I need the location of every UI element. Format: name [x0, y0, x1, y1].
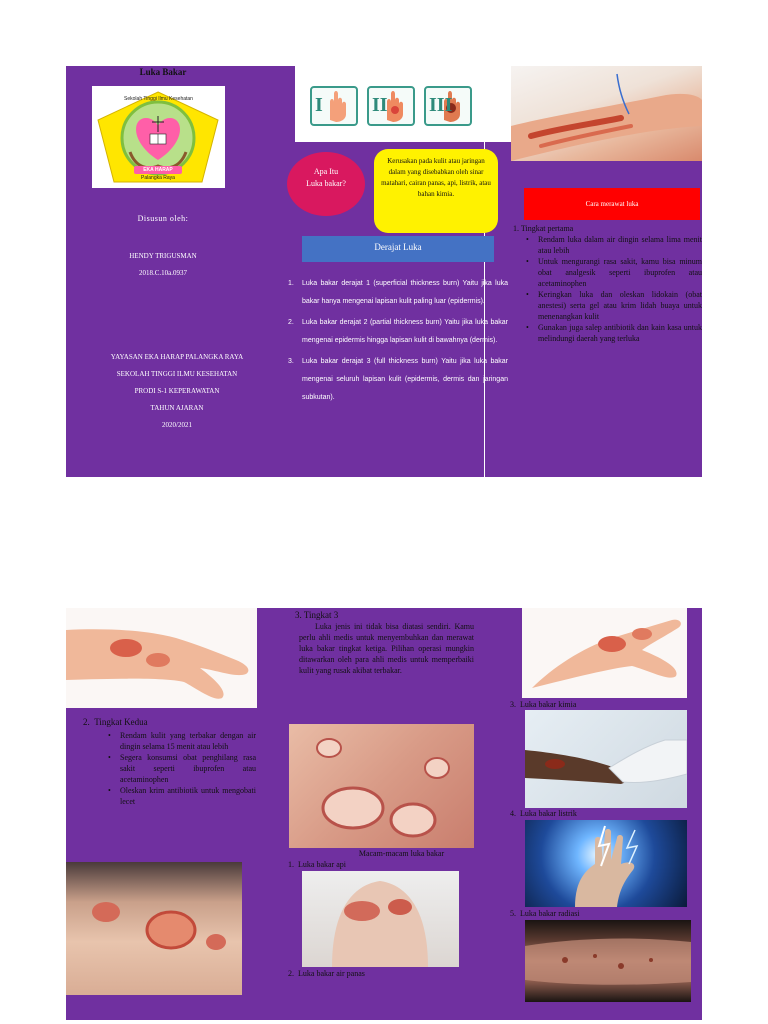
- logo-ribbon-text: EKA HARAP: [143, 167, 173, 173]
- electric-burn-photo: [525, 820, 687, 907]
- palm-burn-photo: [289, 724, 474, 848]
- stage2-item: • Oleskan krim antibiotik untuk mengobati lecet: [106, 785, 256, 807]
- arm-burn-photo: [511, 66, 702, 161]
- degree-header-text: Derajat Luka: [374, 242, 422, 252]
- types-title: Macam-macam luka bakar: [358, 849, 445, 858]
- stage1-item: • Rendam luka dalam air dingin selama lima menit atau lebih: [524, 234, 702, 256]
- degree-item: 2. Luka bakar derajat 2 (partial thickness burn) Yaitu jika luka bakar mengenai epidermis hingga lapisan kulit di bawahnya (dermis).: [288, 319, 508, 344]
- logo-city-text: Palangka Raya: [141, 175, 175, 181]
- degree-list: [286, 275, 508, 407]
- degree-item: 1. Luka bakar derajat 1 (superficial thickness burn) Yaitu jika luka bakar hanya mengenai lapisan kulit paling luar (epidermis).: [288, 280, 508, 305]
- hand-burn-photo: [66, 608, 257, 708]
- institution-block: [66, 349, 288, 434]
- question-text: Apa Itu Luka bakar?: [306, 167, 346, 188]
- stage1-item: • Untuk mengurangi rasa sakit, kamu bisa minum obat analgesik seperti ibuprofen atau acetaminophen: [524, 256, 702, 289]
- inst-line: TAHUN AJARAN: [150, 404, 204, 412]
- type2-label: 2. Luka bakar air panas: [288, 969, 365, 978]
- inst-line: YAYASAN EKA HARAP PALANGKA RAYA: [110, 353, 244, 361]
- degree-2-label: II: [372, 94, 388, 116]
- author-name: HENDY TRIGUSMAN: [129, 252, 197, 260]
- degree-1-icon: [310, 86, 358, 126]
- answer-text: Kerusakan pada kulit atau jaringan dalam yang disebabkan oleh sinar matahari, cairan panas, api, listrik, atau bahan kimia.: [381, 157, 491, 198]
- school-logo: [92, 86, 225, 188]
- type4-label: 4. Luka bakar listrik: [510, 809, 577, 818]
- hand-burn-photo-2: [522, 608, 687, 698]
- degree-1-label: I: [315, 94, 323, 116]
- stage1-item: • Gunakan juga salep antibiotik dan kain kasa untuk melindungi daerah yang terluka: [524, 322, 702, 344]
- back-burn-photo: [302, 871, 459, 967]
- disusun-label: Disusun oleh:: [137, 214, 189, 223]
- radiation-burn-photo: [525, 920, 691, 1002]
- brochure-page-1: [66, 66, 702, 477]
- stage2-title: 2. Tingkat Kedua: [83, 717, 148, 727]
- stage2-list: [106, 730, 256, 807]
- blister-photo: [66, 862, 242, 995]
- type3-label: 3. Luka bakar kimia: [510, 700, 577, 709]
- degree-item: 3. Luka bakar derajat 3 (full thickness burn) Yaitu jika luka bakar mengenai seluruh lapisan kulit (epidermis, dermis dan jaringan subkutan).: [288, 358, 508, 401]
- degree-3-label: III: [429, 94, 453, 116]
- stage2-item: • Rendam kulit yang terbakar dengan air dingin selama 15 menit atau lebih: [106, 730, 256, 752]
- inst-line: SEKOLAH TINGGI ILMU KESEHATAN: [116, 370, 238, 378]
- stage1-item: • Keringkan luka dan oleskan lidokain (obat anestesi) serta gel atau krim lidah buaya untuk menenangkan kulit: [524, 289, 702, 322]
- degree-3-icon: [424, 86, 472, 126]
- type1-label: 1. Luka bakar api: [288, 860, 346, 869]
- stage2-item: • Segera konsumsi obat penghilang rasa sakit seperti ibuprofen atau acetaminophen: [106, 752, 256, 785]
- brochure-page-2: [66, 608, 702, 1020]
- stage1-title: 1. Tingkat pertama: [513, 224, 574, 233]
- degree-icons-image: [295, 66, 484, 142]
- chemical-burn-photo: [525, 710, 687, 808]
- type5-label: 5. Luka bakar radiasi: [510, 909, 580, 918]
- inst-line: 2020/2021: [162, 421, 192, 429]
- degree-2-icon: [367, 86, 415, 126]
- stage3-title: 3. Tingkat 3: [295, 610, 339, 620]
- author-nim: 2018.C.10a.0937: [138, 269, 188, 277]
- inst-line: PRODI S-1 KEPERAWATAN: [134, 387, 220, 395]
- cover-title: Luka Bakar: [139, 67, 187, 77]
- care-header-text: Cara merawat luka: [585, 200, 639, 208]
- stage3-text: Luka jenis ini tidak bisa diatasi sendiri. Kamu perlu ahli medis untuk menyembuhkan dan merawat luka bakar tingkat ketiga. Pilihan operasi mungkin ditawarkan oleh para ahli medis untuk memperbaiki kulit yang rusak akibat terbakar.: [299, 622, 474, 675]
- logo-arc-text: Sekolah Tinggi Ilmu Kesehatan: [124, 96, 193, 102]
- stage1-list: [524, 234, 702, 344]
